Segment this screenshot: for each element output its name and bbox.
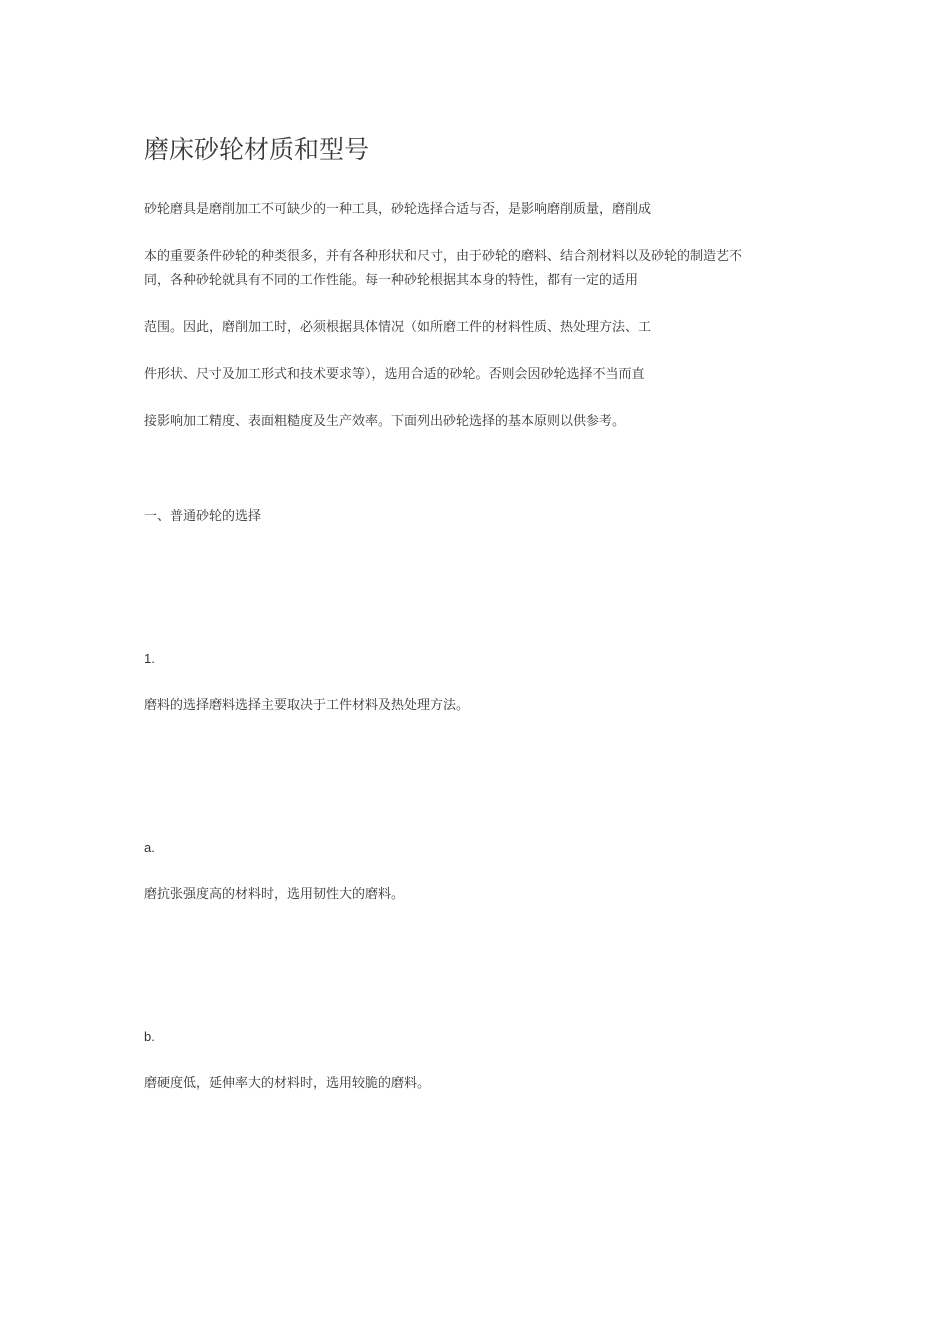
item-b-marker: b. [144,1029,155,1044]
intro-line-3: 同，各种砂轮就具有不同的工作性能。每一种砂轮根据其本身的特性，都有一定的适用 [144,273,639,288]
intro-line-5: 件形状、尺寸及加工形式和技术要求等），选用合适的砂轮。否则会因砂轮选择不当而直 [144,367,645,382]
item-a-text: 磨抗张强度高的材料时，选用韧性大的磨料。 [144,887,405,902]
item-a-marker: a. [144,840,155,855]
document-title: 磨床砂轮材质和型号 [144,135,370,164]
section-heading: 一、普通砂轮的选择 [144,509,262,524]
intro-line-2: 本的重要条件砂轮的种类很多，并有各种形状和尺寸，由于砂轮的磨料、结合剂材料以及砂轮的制造艺不 [144,249,743,264]
intro-line-1: 砂轮磨具是磨削加工不可缺少的一种工具，砂轮选择合适与否，是影响磨削质量，磨削成 [144,202,652,217]
item-1-text: 磨料的选择磨料选择主要取决于工件材料及热处理方法。 [144,698,470,713]
item-1-marker: 1. [144,651,155,666]
item-b-text: 磨硬度低，延伸率大的材料时，选用较脆的磨料。 [144,1076,431,1091]
intro-line-6: 接影响加工精度、表面粗糙度及生产效率。下面列出砂轮选择的基本原则以供参考。 [144,414,626,429]
intro-line-4: 范围。因此，磨削加工时，必须根据具体情况（如所磨工件的材料性质、热处理方法、工 [144,320,652,335]
